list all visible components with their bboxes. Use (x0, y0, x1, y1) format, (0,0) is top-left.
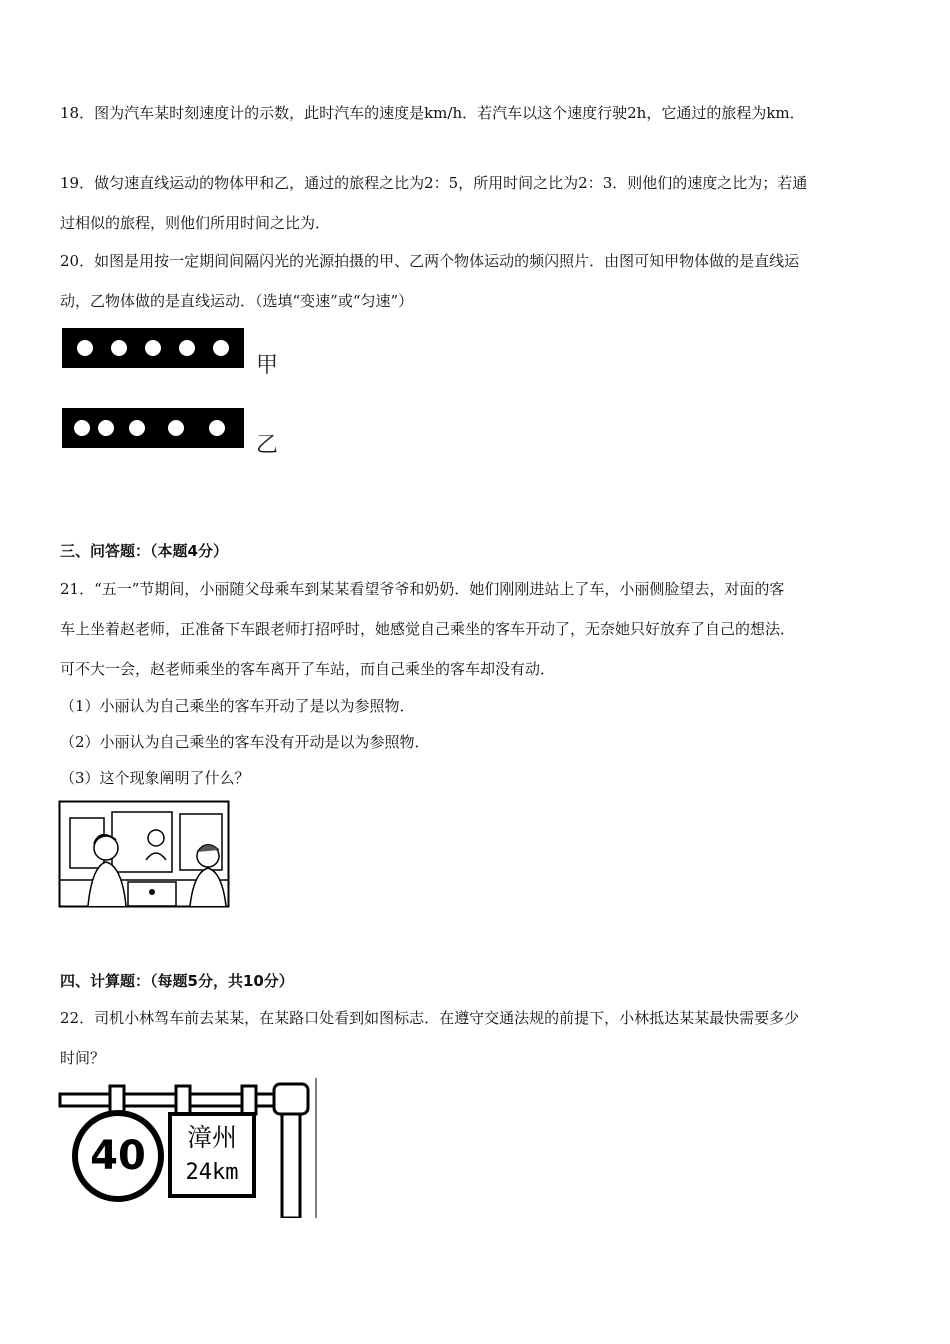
dot (213, 340, 229, 356)
destination-distance: 24km (185, 1160, 239, 1185)
dot (77, 340, 93, 356)
destination-city: 漳州 (186, 1123, 237, 1152)
question-20-line1: 20．如图是用按一定期间间隔闪光的光源拍摄的甲、乙两个物体运动的频闪照片．由图可知甲物体做的是直线运 (60, 252, 800, 270)
question-20-line2: 动，乙物体做的是直线运动．（选填“变速”或“匀速”） (60, 292, 414, 310)
dot (98, 420, 114, 436)
question-22-line2: 时间？ (60, 1049, 106, 1067)
question-21-sub2: （2）小丽认为自己乘坐的客车没有开动是以为参照物． (60, 733, 430, 751)
strip-yi (62, 408, 244, 448)
question-21-sub1: （1）小丽认为自己乘坐的客车开动了是以为参照物． (60, 697, 415, 715)
strip-jia (62, 328, 244, 368)
bus-illustration (58, 800, 230, 908)
label-yi: 乙 (256, 433, 279, 458)
section-4-heading: 四、计算题：（每题5分，共10分） (60, 972, 294, 990)
question-21-line1: 21．“五一”节期间，小丽随父母乘车到某某看望爷爷和奶奶．她们刚刚进站上了车，小丽侧脸望去，对面的客 (60, 580, 785, 598)
dot (145, 340, 161, 356)
dot (168, 420, 184, 436)
section-3-heading: 三、问答题：（本题4分） (60, 542, 228, 560)
question-21-sub3: （3）这个现象阐明了什么？ (60, 769, 250, 787)
dot (74, 420, 90, 436)
dot (129, 420, 145, 436)
dot (111, 340, 127, 356)
label-jia: 甲 (256, 353, 279, 378)
question-21-line3: 可不大一会，赵老师乘坐的客车离开了车站，而自己乘坐的客车却没有动． (60, 660, 556, 678)
dot (209, 420, 225, 436)
question-21-line2: 车上坐着赵老师，正准备下车跟老师打招呼时，她感觉自己乘坐的客车开动了，无奈她只好放弃了自己的想法． (60, 620, 796, 638)
question-22-line1: 22．司机小林驾车前去某某，在某路口处看到如图标志．在遵守交通法规的前提下，小林抵达某某最快需要多少 (60, 1009, 800, 1027)
dot (179, 340, 195, 356)
speed-limit-value: 40 (90, 1133, 146, 1179)
question-19-line2: 过相似的旅程，则他们所用时间之比为． (60, 214, 331, 232)
question-19-line1: 19．做匀速直线运动的物体甲和乙，通过的旅程之比为2：5，所用时间之比为2：3．则他们的速度之比为；若通 (60, 174, 808, 192)
traffic-sign-figure (58, 1078, 320, 1218)
question-18: 18．图为汽车某时刻速度计的示数，此时汽车的速度是km/h．若汽车以这个速度行驶2h，它通过的旅程为km． (60, 104, 805, 122)
